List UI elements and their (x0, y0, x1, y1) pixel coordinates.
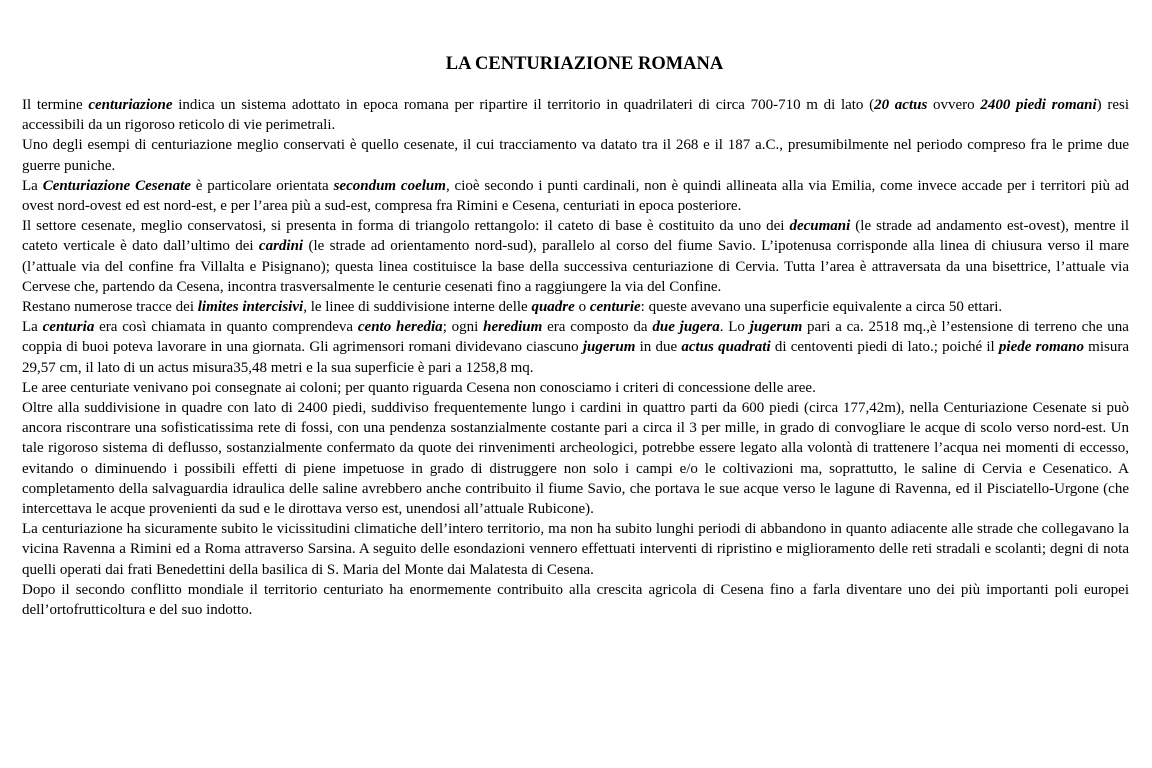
paragraph-text: o (574, 299, 590, 316)
paragraph-text: La centuriazione ha sicuramente subito le vicissitudini climatiche dell’intero territorio, ma non ha subito lunghi periodi di abbandono in quanto adiacente alle strade che collegavano la vicina Ravenna a Rimini ed a Roma attraverso Sarsina. A seguito delle esondazioni vennero effettuati interventi di ripristino e miglioramento delle reti stradali e scolanti; degni di nota quelli operati dai frati Benedettini della basilica di S. Maria del Monte dai Malatesta di Cesena. (22, 521, 1129, 578)
paragraph-text: Le aree centuriate venivano poi consegnate ai coloni; per quanto riguarda Cesena non conosciamo i criteri di concessione delle aree. (22, 379, 816, 396)
emphasized-term: piede romano (998, 339, 1084, 356)
paragraph (22, 216, 1129, 297)
paragraph-text: (le strade ad orientamento nord-sud), parallelo al corso del fiume Savio. L’ipotenusa corrisponde alla linea di chiusura verso il mare (l’attuale via del confine fra Villalta e Pisignano); questa linea costituisce la base della successiva centuriazione di Cervia. Tutta l’area è attraversata da una bisettrice, l’attuale via Cervese che, partendo da Cesena, incontra trasversalmente le centurie cesenati fino a raggiungere la via del Confine. (22, 238, 1130, 295)
paragraph (22, 135, 1129, 175)
paragraph-text: era composto da (542, 319, 653, 336)
emphasized-term: Centuriazione Cesenate (42, 177, 191, 194)
paragraph-text: , le linee di suddivisione interne delle (303, 299, 532, 316)
emphasized-term: centuriazione (88, 97, 173, 113)
document-page (22, 0, 1129, 620)
emphasized-term: jugerum (582, 339, 636, 356)
emphasized-term: centurie (589, 299, 641, 316)
paragraph-text: (le strade ad andamento est-ovest), mentre il cateto verticale è dato dall’ultimo dei (22, 218, 1129, 255)
document-body (22, 95, 1129, 620)
emphasized-term: due jugera (652, 319, 720, 336)
paragraph-text: La (22, 319, 43, 336)
emphasized-term: limites intercisivi (197, 299, 304, 316)
paragraph (22, 95, 1129, 135)
paragraph-text: : queste avevano una superficie equivalente a circa 50 ettari. (640, 299, 1003, 316)
emphasized-term: centuria (42, 319, 95, 336)
paragraph (22, 398, 1129, 519)
emphasized-term: jugerum (749, 319, 803, 336)
paragraph-text: ovvero (927, 97, 981, 113)
paragraph-text: misura 29,57 cm, il lato di un actus misura35,48 metri e la sua superficie è pari a 1258,8 mq. (22, 339, 1129, 376)
paragraph-text: pari a ca. 2518 mq.,è l’estensione di terreno che una coppia di buoi poteva lavorare in una giornata. Gli agrimensori romani dividevano ciascuno (22, 319, 1129, 356)
paragraph-text: indica un sistema adottato in epoca romana per ripartire il territorio in quadrilateri di circa 700-710 m di lato ( (172, 97, 875, 113)
page-title: LA CENTURIAZIONE ROMANA (445, 54, 724, 74)
paragraph-text: è particolare orientata (190, 177, 334, 194)
paragraph-text: La (22, 177, 43, 194)
paragraph (22, 317, 1129, 378)
paragraph-text: Uno degli esempi di centuriazione meglio conservati è quello cesenate, il cui tracciamento va datato tra il 268 e il 187 a.C., presumibilmente nel periodo compreso fra le prime due guerre puniche. (22, 137, 1129, 174)
paragraph (22, 176, 1129, 216)
paragraph-text: Il termine (22, 97, 89, 113)
paragraph-text: era così chiamata in quanto comprendeva (94, 319, 358, 336)
paragraph-text: Il settore cesenate, meglio conservatosi, si presenta in forma di triangolo rettangolo: il cateto di base è costituito da uno dei (22, 218, 790, 235)
paragraph-text: in due (635, 339, 682, 356)
emphasized-term: quadre (531, 299, 575, 316)
paragraph-text: Oltre alla suddivisione in quadre con lato di 2400 piedi, suddiviso frequentemente lungo i cardini in quattro parti da 600 piedi (circa 177,42m), nella Centuriazione Cesenate si può ancora riscontrare una sofisticatissima rete di fossi, con una pendenza sostanzialmente costante pari a circa il 3 per mille, in grado di convogliare le acque di scolo verso nord-est. Un tale rigoroso sistema di deflusso, sostanzialmente confermato da quote dei rinvenimenti archeologici, potrebbe essere legato alla volontà di trattenere l’acqua nei momenti di eccesso, evitando o diminuendo i possibili effetti di piene impetuose in grado di distruggere non solo i campi e/o le coltivazioni ma, soprattutto, le saline di Cervia e Cesenatico. A completamento della salvaguardia idraulica delle saline avrebbero anche contribuito il fiume Savio, che portava le sue acque verso le lagune di Ravenna, ed il Pisciatello-Urgone (che intercettava le acque provenienti da sud e le dirottava verso est, unendosi all’attuale Rubicone). (22, 400, 1129, 518)
emphasized-term: cento heredia (357, 319, 443, 336)
emphasized-term: 2400 piedi romani (980, 97, 1097, 113)
paragraph (22, 297, 1129, 317)
paragraph (22, 580, 1129, 620)
paragraph (22, 378, 1129, 398)
emphasized-term: 20 actus (874, 97, 928, 113)
emphasized-term: secondum coelum (333, 177, 446, 194)
emphasized-term: cardini (258, 238, 304, 255)
paragraph-text: di centoventi piedi di lato.; poiché il (770, 339, 999, 356)
paragraph-text: ; ogni (442, 319, 484, 336)
paragraph-text: Restano numerose tracce dei (22, 299, 198, 316)
paragraph (22, 519, 1129, 580)
emphasized-term: heredium (483, 319, 543, 336)
paragraph-text: . Lo (719, 319, 750, 336)
emphasized-term: decumani (789, 218, 851, 235)
paragraph-text: , cioè secondo i punti cardinali, non è quindi allineata alla via Emilia, come invece accade per i territori più ad ovest nord-ovest ed est nord-est, e per l’area più a sud-est, compresa fra Rimini e Cesena, centuriati in epoca posteriore. (22, 177, 1129, 215)
paragraph-text: Dopo il secondo conflitto mondiale il territorio centuriato ha enormemente contribuito alla crescita agricola di Cesena fino a farla diventare uno dei più importanti poli europei dell’ortofrutticoltura e del suo indotto. (22, 581, 1129, 619)
paragraph-text: ) resi accessibili da un rigoroso reticolo di vie perimetrali. (22, 97, 1129, 134)
emphasized-term: actus quadrati (681, 339, 771, 356)
